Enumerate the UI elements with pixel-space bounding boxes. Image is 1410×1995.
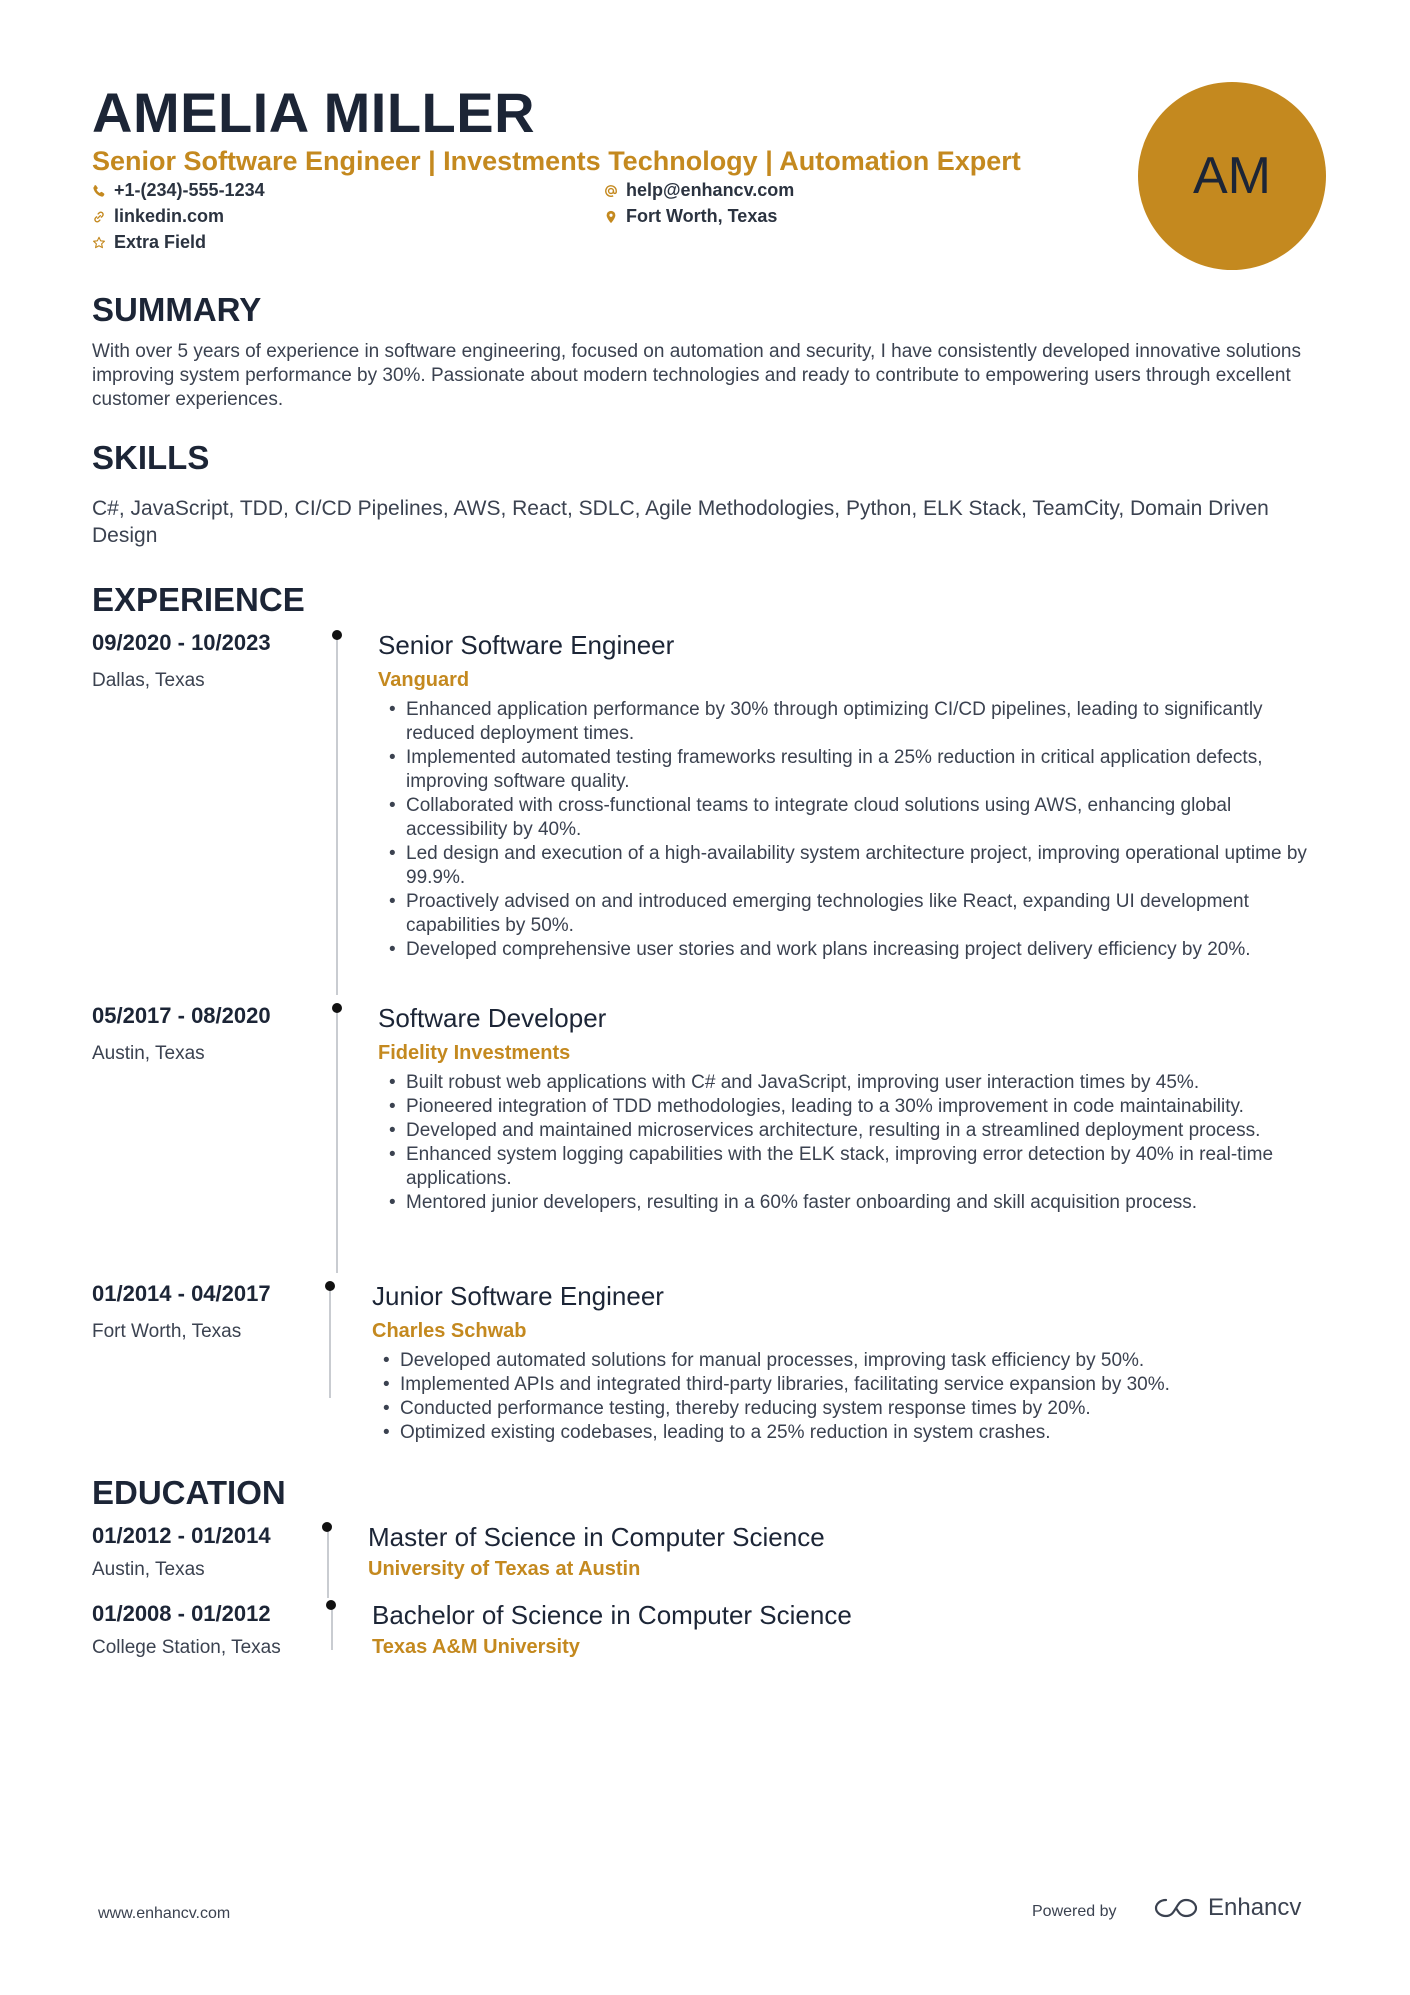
footer-website[interactable]: www.enhancv.com	[98, 1905, 231, 1922]
job-dates: 09/2020 - 10/2023	[92, 630, 271, 655]
bullet-item: • Built robust web applications with C# and JavaScript, improving user interaction times by 45%.	[386, 1071, 1326, 1095]
contact-location	[604, 206, 777, 227]
job-bullets	[380, 1349, 1320, 1445]
timeline-line	[329, 1286, 331, 1398]
timeline-line	[336, 635, 338, 995]
contact-extra	[92, 232, 206, 253]
education-location: Austin, Texas	[92, 1559, 205, 1580]
bullet-item: • Implemented APIs and integrated third-party libraries, facilitating service expansion by 30%.	[380, 1373, 1320, 1397]
candidate-title: Senior Software Engineer | Investments Technology | Automation Expert	[92, 146, 1021, 176]
timeline-dot	[325, 1281, 335, 1291]
avatar-initials: AM	[1193, 147, 1271, 205]
job-dates: 01/2014 - 04/2017	[92, 1281, 271, 1306]
education-school: Texas A&M University	[372, 1636, 580, 1658]
education-school: University of Texas at Austin	[368, 1558, 641, 1580]
timeline-line	[336, 1008, 338, 1273]
enhancv-logo-text: Enhancv	[1208, 1894, 1302, 1921]
footer-brand[interactable]	[1152, 1894, 1301, 1922]
bullet-item: • Enhanced system logging capabilities with the ELK stack, improving error detection by 40% in real-time applications.	[386, 1143, 1326, 1191]
education-dates: 01/2012 - 01/2014	[92, 1523, 271, 1548]
job-company: Charles Schwab	[372, 1320, 527, 1342]
enhancv-logo-icon	[1152, 1896, 1200, 1920]
contact-linkedin	[92, 206, 224, 227]
education-dates: 01/2008 - 01/2012	[92, 1601, 271, 1626]
timeline-dot	[332, 1003, 342, 1013]
location-pin-icon	[604, 210, 618, 224]
bullet-item: • Implemented automated testing frameworks resulting in a 25% reduction in critical application defects, improving software quality.	[386, 746, 1326, 794]
job-role: Software Developer	[378, 1003, 607, 1033]
education-degree: Master of Science in Computer Science	[368, 1522, 825, 1552]
bullet-item: • Developed automated solutions for manual processes, improving task efficiency by 50%.	[380, 1349, 1320, 1373]
bullet-item: • Led design and execution of a high-availability system architecture project, improving operational uptime by 99.9%.	[386, 842, 1326, 890]
avatar	[1138, 82, 1326, 270]
star-icon	[92, 236, 106, 250]
education-location: College Station, Texas	[92, 1637, 281, 1658]
job-bullets	[386, 1071, 1326, 1215]
timeline-dot	[322, 1522, 332, 1532]
summary-text: With over 5 years of experience in software engineering, focused on automation and security, I have consistently developed innovative solutions improving system performance by 30%. Passionate about modern technologies and ready to contribute to empowering users through excellent customer experiences.	[92, 341, 1301, 410]
experience-heading: EXPERIENCE	[92, 581, 305, 618]
job-location: Fort Worth, Texas	[92, 1321, 242, 1342]
bullet-item: • Developed comprehensive user stories and work plans increasing project delivery efficiency by 20%.	[386, 938, 1326, 962]
phone-text[interactable]: +1-(234)-555-1234	[114, 180, 265, 200]
email-text[interactable]: help@enhancv.com	[626, 180, 795, 200]
candidate-name: AMELIA MILLER	[92, 81, 536, 144]
timeline-line	[327, 1526, 329, 1598]
job-company: Vanguard	[378, 669, 470, 691]
education-heading: EDUCATION	[92, 1474, 286, 1511]
phone-icon	[92, 184, 106, 198]
skills-text: C#, JavaScript, TDD, CI/CD Pipelines, AWS, React, SDLC, Agile Methodologies, Python, ELK Stack, TeamCity, Domain Driven Design	[92, 497, 1269, 547]
skills-heading: SKILLS	[92, 439, 210, 476]
bullet-item: • Mentored junior developers, resulting in a 60% faster onboarding and skill acquisition process.	[386, 1191, 1326, 1215]
bullet-item: • Proactively advised on and introduced emerging technologies like React, expanding UI development capabilities by 50%.	[386, 890, 1326, 938]
job-company: Fidelity Investments	[378, 1042, 571, 1064]
contact-phone	[92, 180, 265, 201]
bullet-item: • Optimized existing codebases, leading to a 25% reduction in system crashes.	[380, 1421, 1320, 1445]
extra-field-text: Extra Field	[114, 232, 207, 252]
timeline-dot	[332, 630, 342, 640]
bullet-item: • Developed and maintained microservices architecture, resulting in a streamlined deployment process.	[386, 1119, 1326, 1143]
summary-heading: SUMMARY	[92, 291, 262, 328]
contact-email	[604, 180, 794, 201]
footer-powered-by: Powered by	[1032, 1903, 1117, 1920]
job-role: Senior Software Engineer	[378, 630, 675, 660]
job-role: Junior Software Engineer	[372, 1281, 664, 1311]
job-dates: 05/2017 - 08/2020	[92, 1003, 271, 1028]
bullet-item: • Enhanced application performance by 30% through optimizing CI/CD pipelines, leading to significantly reduced deployment times.	[386, 698, 1326, 746]
job-bullets	[386, 698, 1326, 962]
education-degree: Bachelor of Science in Computer Science	[372, 1600, 852, 1630]
location-text: Fort Worth, Texas	[626, 206, 778, 226]
bullet-item: • Conducted performance testing, thereby reducing system response times by 20%.	[380, 1397, 1320, 1421]
job-location: Austin, Texas	[92, 1043, 205, 1064]
bullet-item: • Pioneered integration of TDD methodologies, leading to a 30% improvement in code maintainability.	[386, 1095, 1326, 1119]
bullet-item: • Collaborated with cross-functional teams to integrate cloud solutions using AWS, enhancing global accessibility by 40%.	[386, 794, 1326, 842]
job-location: Dallas, Texas	[92, 670, 205, 691]
link-icon	[92, 210, 106, 224]
timeline-line	[331, 1604, 333, 1650]
at-icon	[604, 184, 618, 198]
timeline-dot	[326, 1600, 336, 1610]
linkedin-text[interactable]: linkedin.com	[114, 206, 225, 226]
